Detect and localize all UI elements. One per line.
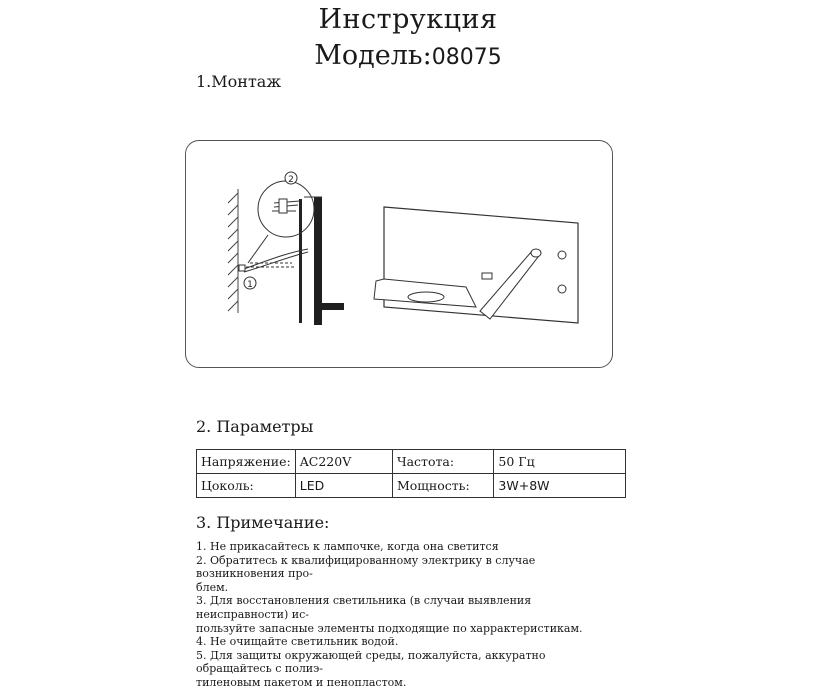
mounting-illustration	[186, 141, 614, 369]
note-line: 4. Не очищайте светильник водой.	[196, 635, 399, 649]
lamp-product	[374, 207, 578, 323]
table-row	[197, 450, 626, 474]
model-label: Модель:	[314, 40, 432, 71]
power-value: 3W+8W	[494, 474, 626, 498]
parameters-table	[196, 449, 626, 498]
note-line: блем.	[196, 580, 229, 594]
section-params-heading: 2. Параметры	[196, 417, 314, 436]
wall-hatching	[228, 189, 238, 313]
voltage-label: Напряжение:	[197, 450, 296, 474]
note-line: 3. Для восстановления светильника (в случаи выявления неисправности) ис-	[196, 594, 532, 621]
note-line: 2. Обратитесь к квалифицированному электрику в случае возникновения про-	[196, 553, 536, 581]
section-notes-heading: 3. Примечание:	[196, 513, 330, 532]
document-title: Инструкция	[318, 4, 498, 35]
callout-1	[244, 277, 256, 290]
model-heading	[0, 40, 816, 71]
mounting-bracket	[299, 197, 344, 325]
power-label: Мощность:	[392, 474, 493, 498]
note-line: 1. Не прикасайтесь к лампочке, когда она светится	[196, 540, 499, 553]
table-row	[197, 474, 626, 498]
frequency-value: 50 Гц	[494, 450, 626, 474]
callout-1-label: 1	[247, 280, 253, 290]
mounting-diagram	[185, 140, 613, 368]
base-value: LED	[295, 474, 392, 498]
notes-list	[196, 540, 616, 690]
note-line: тиленовым пакетом и пенопластом.	[196, 675, 407, 689]
callout-2-label: 2	[288, 175, 294, 185]
base-label: Цоколь:	[197, 474, 296, 498]
detail-zoom-circle	[248, 181, 314, 263]
model-number: 08075	[431, 45, 502, 70]
section-mount-heading: 1.Монтаж	[196, 72, 282, 91]
frequency-label: Частота:	[392, 450, 493, 474]
note-line: пользуйте запасные элементы подходящие по харрактеристикам.	[196, 621, 583, 635]
note-line: 5. Для защиты окружающей среды, пожалуйста, аккуратно обращайтесь с полиэ-	[196, 648, 546, 676]
voltage-value: AC220V	[295, 450, 392, 474]
